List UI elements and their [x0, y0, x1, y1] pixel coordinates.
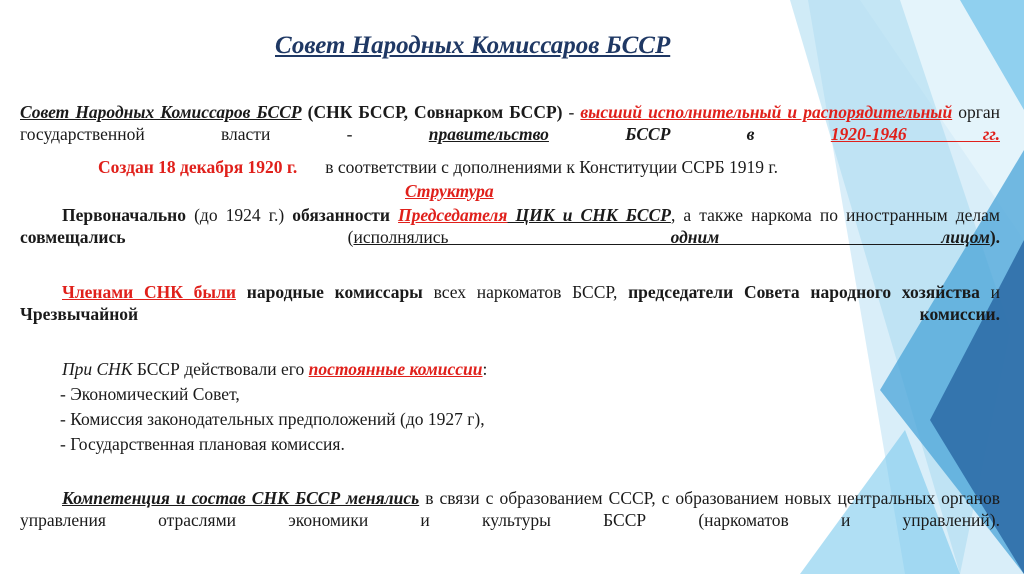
- until-1924-text: (до 1924 г.): [186, 205, 293, 225]
- government-word: правительство: [428, 124, 549, 144]
- performed-word: исполнялись: [353, 227, 671, 247]
- paren-close: ).: [989, 227, 1001, 247]
- foreign-affairs-text: , а также наркома по иностранным делам: [670, 205, 1000, 225]
- initially-word: Первоначально: [62, 205, 187, 225]
- under-snk-phrase: При СНК: [62, 359, 133, 379]
- emergency-commission: Чрезвычайной комиссии.: [20, 304, 1000, 324]
- years-range: 1920-1946 гг.: [830, 124, 1000, 144]
- members-phrase: Членами СНК были: [62, 282, 237, 302]
- page-title: Совет Народных Комиссаров БССР: [275, 32, 671, 59]
- snk-abbreviations: (СНК БССР, Совнарком БССР): [307, 102, 563, 122]
- list-item-planning-commission: - Государственная плановая комиссия.: [60, 434, 345, 454]
- structure-heading: Структура: [405, 181, 494, 201]
- snk-full-name: Совет Народных Комиссаров БССР: [20, 102, 302, 122]
- commissars-phrase: народные комиссары: [246, 282, 423, 302]
- list-item-economic-council: - Экономический Совет,: [60, 384, 240, 404]
- body-text: орган государственной власти -: [20, 102, 1001, 144]
- all-commissariats-text: всех наркоматов БССР,: [422, 282, 629, 302]
- economy-council-chairs: председатели Совета народного хозяйства: [628, 282, 980, 302]
- paragraph-initially: [20, 204, 1000, 248]
- duties-word: обязанности: [292, 205, 390, 225]
- paragraph-commissions: [62, 358, 487, 380]
- constitution-text: в соответствии с дополнениями к Конституции ССРБ 1919 г.: [325, 157, 778, 177]
- permanent-commissions: постоянные комиссии: [308, 359, 483, 379]
- cik-snk-text: ЦИК и СНК БССР: [507, 205, 671, 225]
- combined-word: совмещались: [20, 227, 126, 247]
- paragraph-members: [20, 281, 1000, 325]
- highest-body-phrase: высший исполнительный и распорядительный: [580, 102, 953, 122]
- operated-text: БССР действовали его: [132, 359, 309, 379]
- created-date: Создан 18 декабря 1920 г.: [98, 157, 298, 177]
- competence-phrase: Компетенция и состав СНК БССР менялись: [62, 488, 420, 508]
- one-person-phrase: одним лицом: [670, 227, 990, 247]
- competence-text: в связи с образованием СССР, с образованием новых центральных органов управления отраслями экономики и культуры БССР (наркоматов и управлений).: [20, 488, 1000, 530]
- paragraph-definition: [20, 101, 1000, 145]
- paragraph-competence: [20, 487, 1000, 531]
- and-word: и: [979, 282, 1001, 302]
- space-text: [236, 282, 247, 302]
- dash-text: -: [562, 102, 581, 122]
- list-item-legislative-commission: - Комиссия законодательных предположений (до 1927 г),: [60, 409, 485, 429]
- paren-open: (: [125, 227, 354, 247]
- chairman-word: Председателя: [398, 205, 508, 225]
- colon-text: :: [482, 359, 488, 379]
- bssr-in-text: БССР в: [548, 124, 831, 144]
- paragraph-created: [98, 156, 778, 178]
